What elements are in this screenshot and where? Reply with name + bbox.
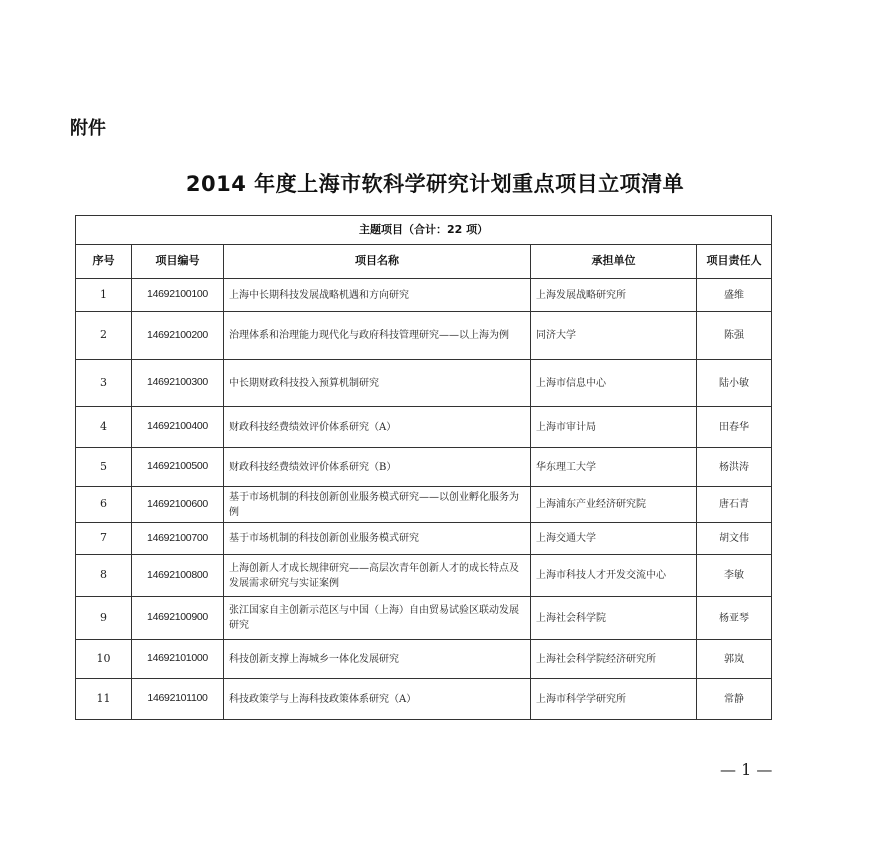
project-table	[75, 215, 772, 720]
project-unit: 华东理工大学	[531, 448, 697, 487]
project-unit: 上海交通大学	[531, 523, 697, 555]
project-code: 14692101000	[132, 640, 224, 679]
table-row	[76, 312, 772, 360]
table-row	[76, 279, 772, 312]
project-unit: 上海浦东产业经济研究院	[531, 487, 697, 523]
table-row	[76, 679, 772, 720]
project-unit: 上海市科技人才开发交流中心	[531, 555, 697, 597]
table-row	[76, 407, 772, 448]
table-row	[76, 640, 772, 679]
row-number: 10	[76, 640, 132, 679]
project-lead: 陈强	[697, 312, 772, 360]
project-unit: 上海社会科学院	[531, 597, 697, 640]
project-name: 中长期财政科技投入预算机制研究	[224, 360, 531, 407]
project-name: 上海创新人才成长规律研究——高层次青年创新人才的成长特点及发展需求研究与实证案例	[224, 555, 531, 597]
column-header-code: 项目编号	[132, 245, 224, 279]
project-lead: 杨亚琴	[697, 597, 772, 640]
table-group-caption: 主题项目（合计：22 项）	[76, 216, 772, 245]
project-lead: 郭岚	[697, 640, 772, 679]
project-code: 14692100500	[132, 448, 224, 487]
project-name: 上海中长期科技发展战略机遇和方向研究	[224, 279, 531, 312]
row-number: 11	[76, 679, 132, 720]
project-name: 治理体系和治理能力现代化与政府科技管理研究——以上海为例	[224, 312, 531, 360]
row-number: 1	[76, 279, 132, 312]
column-header-no: 序号	[76, 245, 132, 279]
project-code: 14692101100	[132, 679, 224, 720]
project-unit: 上海市科学学研究所	[531, 679, 697, 720]
project-name: 科技创新支撑上海城乡一体化发展研究	[224, 640, 531, 679]
project-unit: 上海社会科学院经济研究所	[531, 640, 697, 679]
project-unit: 同济大学	[531, 312, 697, 360]
project-lead: 陆小敏	[697, 360, 772, 407]
project-lead: 常静	[697, 679, 772, 720]
row-number: 7	[76, 523, 132, 555]
project-code: 14692100100	[132, 279, 224, 312]
row-number: 3	[76, 360, 132, 407]
row-number: 8	[76, 555, 132, 597]
project-lead: 唐石青	[697, 487, 772, 523]
project-name: 财政科技经费绩效评价体系研究（A）	[224, 407, 531, 448]
row-number: 5	[76, 448, 132, 487]
table-row	[76, 360, 772, 407]
project-code: 14692100200	[132, 312, 224, 360]
project-lead: 李敏	[697, 555, 772, 597]
table-row	[76, 487, 772, 523]
project-code: 14692100800	[132, 555, 224, 597]
project-unit: 上海发展战略研究所	[531, 279, 697, 312]
project-unit: 上海市信息中心	[531, 360, 697, 407]
table-row	[76, 448, 772, 487]
page-number: — 1 —	[720, 760, 773, 779]
table-row	[76, 523, 772, 555]
project-lead: 胡文伟	[697, 523, 772, 555]
project-name: 财政科技经费绩效评价体系研究（B）	[224, 448, 531, 487]
column-header-name: 项目名称	[224, 245, 531, 279]
project-code: 14692100600	[132, 487, 224, 523]
row-number: 4	[76, 407, 132, 448]
project-name: 科技政策学与上海科技政策体系研究（A）	[224, 679, 531, 720]
project-name: 基于市场机制的科技创新创业服务模式研究	[224, 523, 531, 555]
row-number: 2	[76, 312, 132, 360]
table-row	[76, 555, 772, 597]
attachment-label: 附件	[70, 118, 106, 139]
column-header-unit: 承担单位	[531, 245, 697, 279]
table-row	[76, 597, 772, 640]
row-number: 9	[76, 597, 132, 640]
project-code: 14692100300	[132, 360, 224, 407]
project-unit: 上海市审计局	[531, 407, 697, 448]
project-lead: 田春华	[697, 407, 772, 448]
project-code: 14692100900	[132, 597, 224, 640]
document-title: 2014 年度上海市软科学研究计划重点项目立项清单	[185, 172, 685, 196]
project-lead: 盛维	[697, 279, 772, 312]
column-header-lead: 项目责任人	[697, 245, 772, 279]
project-lead: 杨洪涛	[697, 448, 772, 487]
project-name: 基于市场机制的科技创新创业服务模式研究——以创业孵化服务为例	[224, 487, 531, 523]
project-name: 张江国家自主创新示范区与中国（上海）自由贸易试验区联动发展研究	[224, 597, 531, 640]
project-code: 14692100700	[132, 523, 224, 555]
project-code: 14692100400	[132, 407, 224, 448]
row-number: 6	[76, 487, 132, 523]
